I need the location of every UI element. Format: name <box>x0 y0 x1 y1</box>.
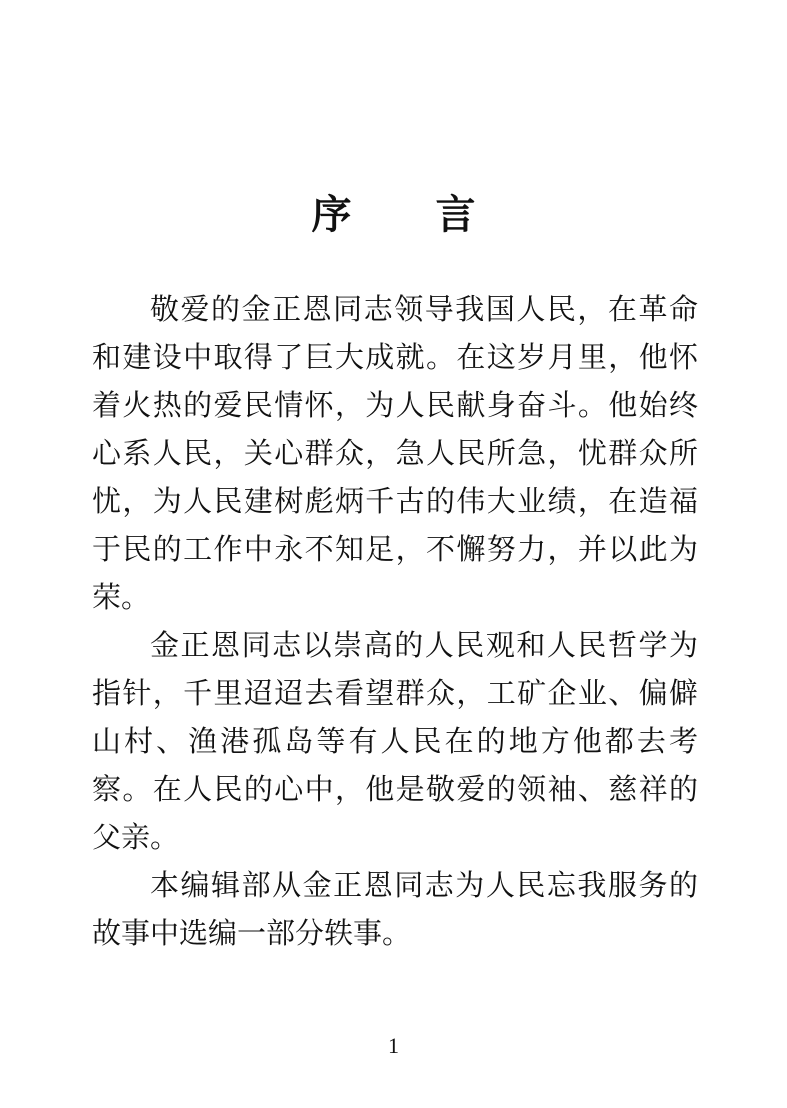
page-title <box>0 190 787 240</box>
title-char-1: 序 <box>311 192 352 238</box>
paragraph-1: 敬爱的金正恩同志领导我国人民，在革命和建设中取得了巨大成就。在这岁月里，他怀着火热的爱民情怀，为人民献身奋斗。他始终心系人民，关心群众，急人民所急，忧群众所忧，为人民建树彪炳千古的伟大业绩，在造福于民的工作中永不知足，不懈努力，并以此为荣。 <box>92 292 698 614</box>
page-number: 1 <box>388 1033 399 1058</box>
title-char-2: 言 <box>435 192 476 238</box>
paragraph-3: 本编辑部从金正恩同志为人民忘我服务的故事中选编一部分轶事。 <box>92 868 698 950</box>
paragraph-2: 金正恩同志以崇高的人民观和人民哲学为指针，千里迢迢去看望群众，工矿企业、偏僻山村、渔港孤岛等有人民在的地方他都去考察。在人民的心中，他是敬爱的领袖、慈祥的父亲。 <box>92 628 698 854</box>
preface-body <box>92 285 698 957</box>
